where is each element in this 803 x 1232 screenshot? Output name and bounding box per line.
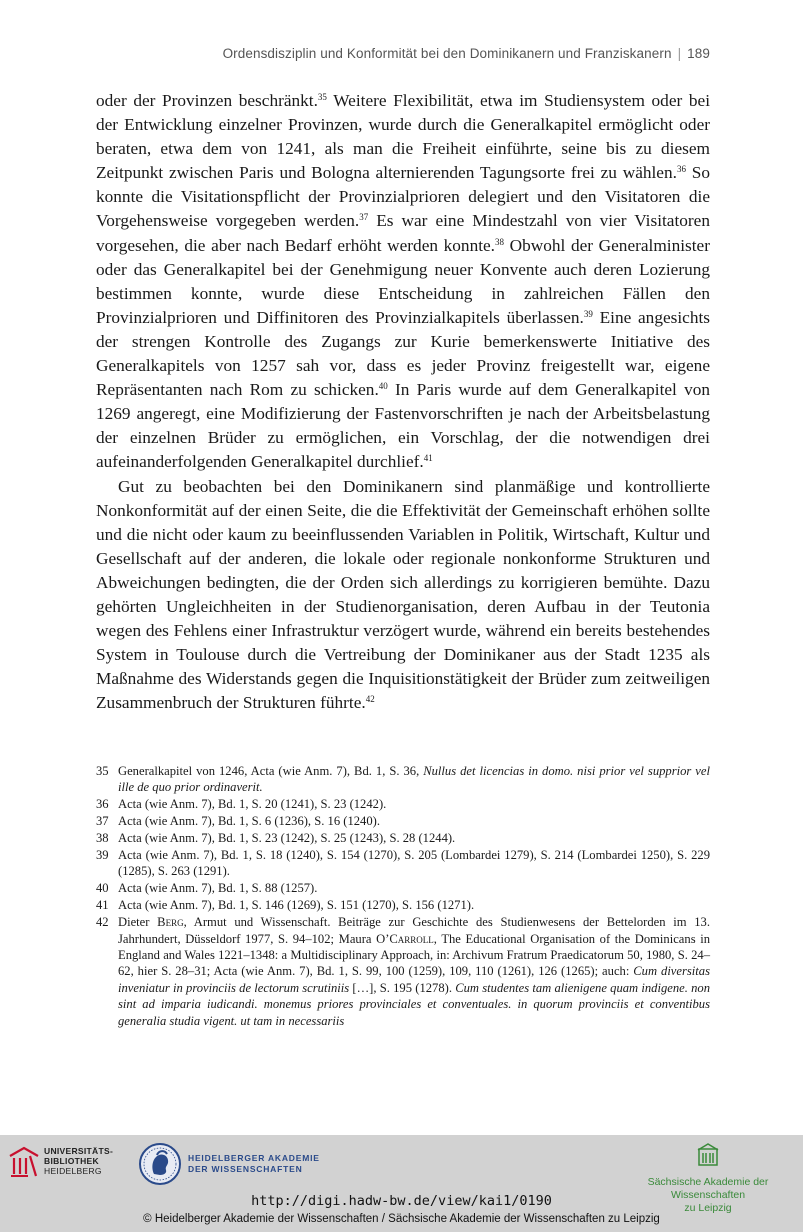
paragraph (96, 89, 710, 475)
footnote (96, 914, 710, 1029)
text-segment: So konnte die Visitationspflicht der Provinzialprioren delegiert und den Visitatoren die Vorgehensweise vorgegeben werden. (96, 163, 711, 231)
ub-logo-line3: HEIDELBERG (44, 1166, 102, 1176)
heidelberg-academy-logo[interactable] (138, 1141, 320, 1187)
text-segment: […], S. 195 (1278). (349, 980, 456, 995)
page-number: 189 (687, 46, 710, 61)
footnote-reference: 39 (583, 308, 593, 319)
text-segment: oder der Provinzen beschränkt. (96, 91, 318, 110)
running-head-separator: | (677, 46, 682, 61)
saxon-academy-icon (697, 1143, 719, 1167)
ub-logo-line1: UNIVERSITÄTS- (44, 1146, 114, 1156)
footnote-reference: 42 (365, 694, 375, 705)
footnote (96, 880, 710, 896)
running-head (96, 46, 710, 61)
text-segment: Generalkapitel von 1246, Acta (wie Anm. 7), Bd. 1, S. 36, (118, 764, 424, 778)
footnote-reference: 37 (359, 212, 369, 223)
text-segment: Acta (wie Anm. 7), Bd. 1, S. 23 (1242), S. 25 (1243), S. 28 (1244). (118, 831, 456, 846)
footnote-number: 35 (96, 764, 109, 778)
footnote-reference: 36 (676, 164, 686, 175)
ub-logo-line2: BIBLIOTHEK (44, 1156, 99, 1166)
saw-logo-line1: Sächsische Akademie der Wissenschaften (647, 1176, 769, 1201)
university-library-logo[interactable] (8, 1144, 113, 1178)
footnote-reference: 35 (317, 92, 327, 102)
footnote (96, 763, 710, 796)
footnote-number: 36 (96, 797, 109, 812)
text-segment: , Armut und Wissenschaft. Beiträge zur Geschichte des Studienwesens der Bettelorden im 13. Jahrhundert, Düsseldorf 1977, S. 94–102; Maura O’ (118, 915, 710, 946)
text-segment: Gut zu beobachten bei den Dominikanern sind planmäßige und kontrollierte Nonkonformität auf der einen Seite, die die Effektivität der Gemeinschaft erhöhen sollte und die nicht oder kaum zu beeinflussenden Variablen in Politik, Wirtschaft, Kultur und Gesellschaft auf der anderen, die lokale oder regionale nonkonforme Strukturen und Abweichungen bedingten, die der Orden sich allerdings zu korrigieren bemühte. Dazu gehörten Ungleichheiten in der Studienorganisation, deren Aufbau in der Teutonia wegen des Fehlens einer Infrastruktur verzögert wurde, während ein bereits bestehendes System in Toulouse durch die Vertreibung der Dominikaner aus der Stadt 1235 als Maßnahme des Widerstands gegen die Inquisitionstätigkeit der Brüder zum zeitweiligen Zusammenbruch der Strukturen führte. (96, 476, 710, 713)
footnote-number: 42 (96, 915, 109, 930)
footnote-text (118, 914, 710, 1029)
text-segment: Acta (wie Anm. 7), Bd. 1, S. 6 (1236), S. 16 (1240). (118, 814, 380, 829)
footnote (96, 813, 710, 829)
footnote (96, 830, 710, 846)
text-segment: In Paris wurde auf dem Generalkapitel von 1269 angeregt, eine Modifizierung der Fastenvorschriften je nach der Arbeitsbelastung der einzelnen Brüder zu ermöglichen, ein Vorschlag, der die notwendigen drei aufeinanderfolgenden Generalkapitel durchlief. (96, 380, 711, 472)
footnote-reference: 41 (423, 453, 433, 464)
footnote (96, 897, 710, 913)
hak-logo-line1: HEIDELBERGER AKADEMIE (188, 1153, 320, 1163)
text-segment: Weitere Flexibilität, etwa im Studiensystem oder bei der Entwicklung einzelner Provinzen, wurde durch die Generalkapitel ermöglicht oder beraten, etwa dem von 1241, als man die Freiheit einführte, seine bis zu diesem Zeitpunkt zwischen Paris und Bologna alternierenden Tagungsorte frei zu wählen. (96, 91, 710, 183)
copyright-notice: © Heidelberger Akademie der Wissenschaften / Sächsische Akademie der Wissenschaften zu Leipzig (143, 1213, 660, 1225)
text-segment: , The Educational Organisation of the Dominicans in England and Wales 1221–1348: a Multidisciplinary Approach, in: Archivum Fratrum Praedicatorum 50, 1980, S. 24–62, hier S. 28–31; Acta (wie Anm. 7), Bd. 1, S. 99, 100 (1259), 109, 110 (1261), 126 (1265); auch: (118, 931, 710, 979)
text-segment: Acta (wie Anm. 7), Bd. 1, S. 20 (1241), S. 23 (1242). (118, 797, 387, 812)
footnote-text (118, 830, 710, 846)
footnote (96, 796, 710, 812)
italic-text: Cum studentes tam alienigene quam indigene. non sint ad imparia iudicandi. monemus priores provinciales et conventuales. in quorum provinciis et conventibus generalia studia vigent. ut tam in necessariis (118, 980, 710, 1028)
footnote-text (118, 813, 710, 829)
paragraph (96, 475, 710, 716)
text-segment: Es war eine Mindestzahl von vier Visitatoren vorgesehen, die aber nach Bedarf erhöht werden konnte. (96, 211, 710, 255)
saw-logo-line2: zu Leipzig (684, 1202, 732, 1214)
footnote-text (118, 796, 710, 812)
footnote-reference: 40 (378, 381, 388, 392)
italic-text: Nullus det licencias in domo. nisi prior vel supprior vel ille de quo prior ordinaverit. (118, 764, 710, 795)
footnote-number: 38 (96, 831, 109, 846)
running-head-title: Ordensdisziplin und Konformität bei den Dominikanern und Franziskanern (222, 46, 672, 61)
footnote-number: 39 (96, 848, 109, 863)
author-name: Carroll (389, 931, 434, 946)
footnote-number: 37 (96, 814, 109, 829)
main-text (96, 89, 710, 715)
footnote-text (118, 847, 710, 880)
footnote-number: 41 (96, 898, 109, 913)
text-segment: Acta (wie Anm. 7), Bd. 1, S. 146 (1269), S. 151 (1270), S. 156 (1271). (118, 898, 475, 913)
footnote-number: 40 (96, 881, 109, 896)
text-segment: Dieter (118, 915, 158, 930)
footnote-text (118, 897, 710, 913)
footnotes (96, 763, 710, 1030)
footnote-text (118, 763, 710, 796)
footnote (96, 847, 710, 880)
footnote-text (118, 880, 710, 896)
text-segment: Acta (wie Anm. 7), Bd. 1, S. 18 (1240), S. 154 (1270), S. 205 (Lombardei 1279), S. 214 (Lombardei 1250), S. 229 (1285), S. 263 (1291). (118, 848, 710, 879)
hak-logo-line2: DER WISSENSCHAFTEN (188, 1164, 303, 1174)
page-url (0, 1193, 803, 1209)
page-url-link[interactable]: http://digi.hadw-bw.de/view/kai1/0190 (251, 1193, 552, 1209)
text-segment: Obwohl der Generalminister oder das Generalkapitel bei der Genehmigung neuer Konvente auch deren Lozierung bestimmen konnte, wurde diese Entscheidung in zahlreichen Fällen den Provinzialprioren und Diffinitoren des Provinzialkapitels überlassen. (96, 235, 710, 327)
italic-text: Cum diversitas inveniatur in provinciis de lectorum scrutiniis (118, 964, 710, 995)
footnote-reference: 38 (495, 236, 504, 247)
text-segment: Eine angesichts der strengen Kontrolle des Zugangs zur Kurie bemerkenswerte Initiative des Generalkapitels von 1257 sah vor, dass es jeder Provinz freigestellt war, eigene Repräsentanten nach Rom zu schicken. (96, 307, 710, 400)
author-name: Berg (157, 915, 184, 930)
text-segment: Acta (wie Anm. 7), Bd. 1, S. 88 (1257). (118, 881, 318, 896)
minerva-head-icon (138, 1141, 182, 1187)
university-library-icon (8, 1144, 40, 1178)
